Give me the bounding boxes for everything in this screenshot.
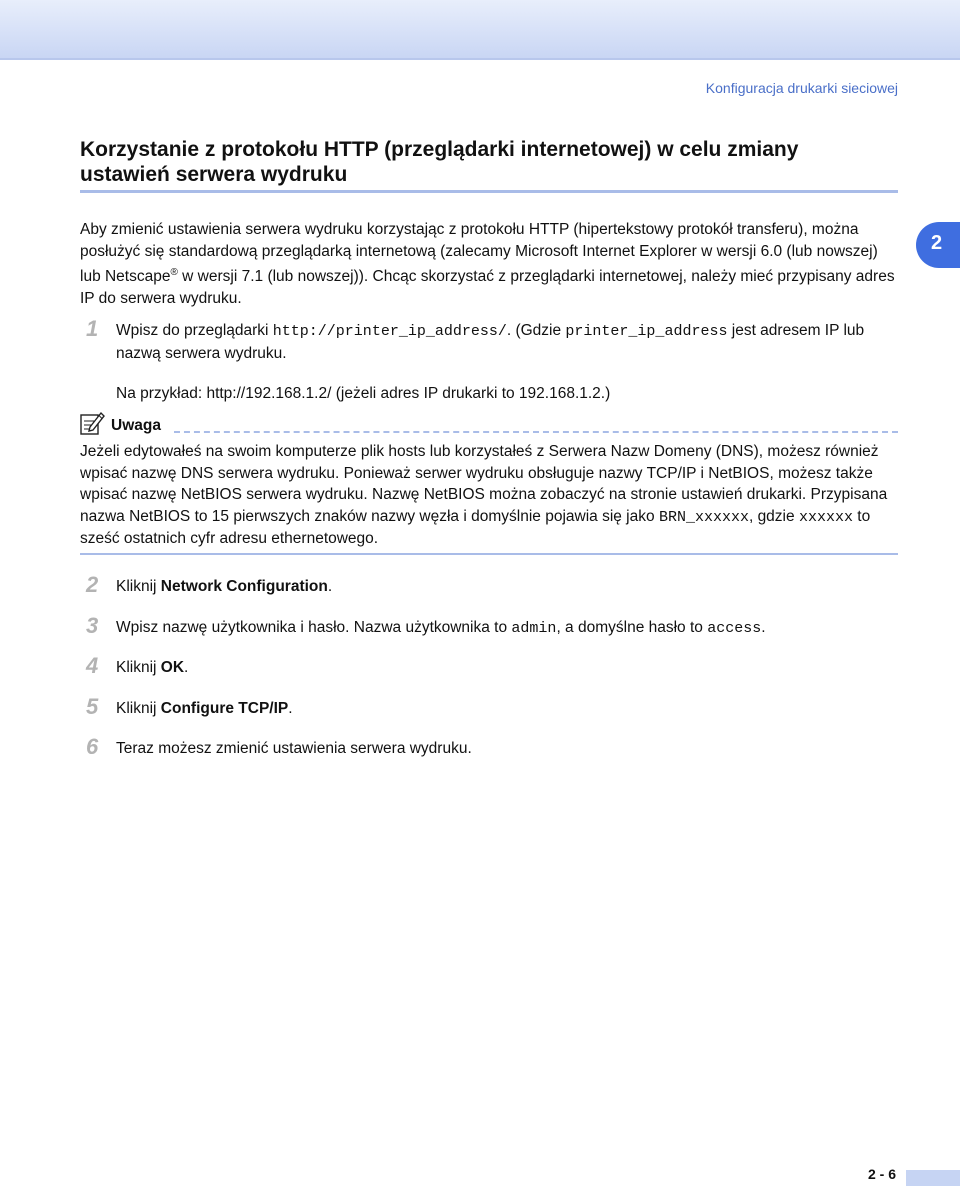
step-4-bold: OK xyxy=(160,659,185,676)
registered-mark: ® xyxy=(170,267,178,278)
step-5-text xyxy=(116,698,896,720)
title-divider xyxy=(80,190,898,193)
page-title: Korzystanie z protokołu HTTP (przeglądarki internetowej) w celu zmiany ustawień serwera wydruku xyxy=(80,138,799,186)
step-2-pre: Kliknij xyxy=(116,578,161,595)
step-1-example: Na przykład: http://192.168.1.2/ (jeżeli adres IP drukarki to 192.168.1.2.) xyxy=(116,385,611,402)
note-body xyxy=(80,441,898,550)
step-1-url: http://printer_ip_address/ xyxy=(272,323,507,340)
top-header-band xyxy=(0,0,960,58)
step-6-text: Teraz możesz zmienić ustawienia serwera wydruku. xyxy=(116,740,472,757)
step-number-5: 5 xyxy=(86,694,99,719)
step-1-text xyxy=(116,320,896,364)
step-number-2: 2 xyxy=(86,572,99,597)
note-text-3: to sześć ostatnich cyfr adresu ethernetowego. xyxy=(80,507,871,547)
step-5-bold: Configure TCP/IP xyxy=(160,700,289,717)
intro-paragraph xyxy=(80,219,898,309)
note-code-netbios: BRN_xxxxxx xyxy=(658,508,749,526)
step-4-pre: Kliknij xyxy=(116,659,161,676)
step-number-3: 3 xyxy=(86,613,99,638)
step-3-mid: , a domyślne hasło to xyxy=(556,619,708,636)
intro-text-2: w wersji 7.1 (lub nowszej)). Chcąc skorzystać z przeglądarki internetowej, należy mieć przypisany adres IP do serwera wydruku. xyxy=(80,268,895,307)
step-number-4: 4 xyxy=(86,653,99,678)
note-end-divider xyxy=(80,553,898,555)
chapter-tab xyxy=(916,222,960,268)
note-title-divider xyxy=(174,431,898,433)
step-1-post: jest adresem IP lub nazwą serwera wydruku. xyxy=(116,322,865,362)
step-2-bold: Network Configuration xyxy=(160,578,328,595)
note-title: Uwaga xyxy=(111,417,161,434)
note-text-2: , gdzie xyxy=(748,507,799,525)
step-number-1: 1 xyxy=(86,316,99,341)
step-2-text xyxy=(116,576,896,598)
step-5-pre: Kliknij xyxy=(116,700,161,717)
step-3-text xyxy=(116,617,896,640)
step-2-post: . xyxy=(327,578,333,595)
step-4-post: . xyxy=(184,659,189,676)
step-1-placeholder: printer_ip_address xyxy=(565,323,728,340)
note-text-1: Jeżeli edytowałeś na swoim komputerze plik hosts lub korzystałeś z Serwera Nazw Domeny (DNS), możesz również wpisać nazwę DNS serwera wydruku. Ponieważ serwer wydruku obsługuje nazwy TCP/IP i NetBIOS, możesz także wpisać nazwę NetBIOS serwera wydruku. Nazwę NetBIOS można zobaczyć na stronie ustawień drukarki. Przypisana nazwa NetBIOS to 15 pierwszych znaków nazwy węzła i domyślnie pojawia się jako xyxy=(80,443,888,525)
page-number: 2 - 6 xyxy=(868,1166,897,1182)
note-code-digits: xxxxxx xyxy=(798,508,853,526)
step-3-password: access xyxy=(707,620,762,637)
intro-text-1: Aby zmienić ustawienia serwera wydruku korzystając z protokołu HTTP (hipertekstowy protokół transferu), można posłużyć się standardową przeglądarką internetową (zalecamy Microsoft Internet Explorer w wersji 6.0 (lub nowszej) lub Netscape xyxy=(80,221,878,286)
top-header-divider xyxy=(0,58,960,60)
footer-bar xyxy=(906,1170,960,1186)
step-1-pre: Wpisz do przeglądarki xyxy=(116,322,273,339)
step-3-pre: Wpisz nazwę użytkownika i hasło. Nazwa użytkownika to xyxy=(116,619,512,636)
step-4-text xyxy=(116,657,896,679)
step-number-6: 6 xyxy=(86,734,99,759)
pencil-note-icon xyxy=(79,410,105,436)
step-1-mid: . (Gdzie xyxy=(506,322,566,339)
step-3-username: admin xyxy=(511,620,557,637)
step-3-post: . xyxy=(761,619,766,636)
step-5-post: . xyxy=(288,700,293,717)
running-header: Konfiguracja drukarki sieciowej xyxy=(705,80,898,96)
chapter-number: 2 xyxy=(931,232,943,254)
